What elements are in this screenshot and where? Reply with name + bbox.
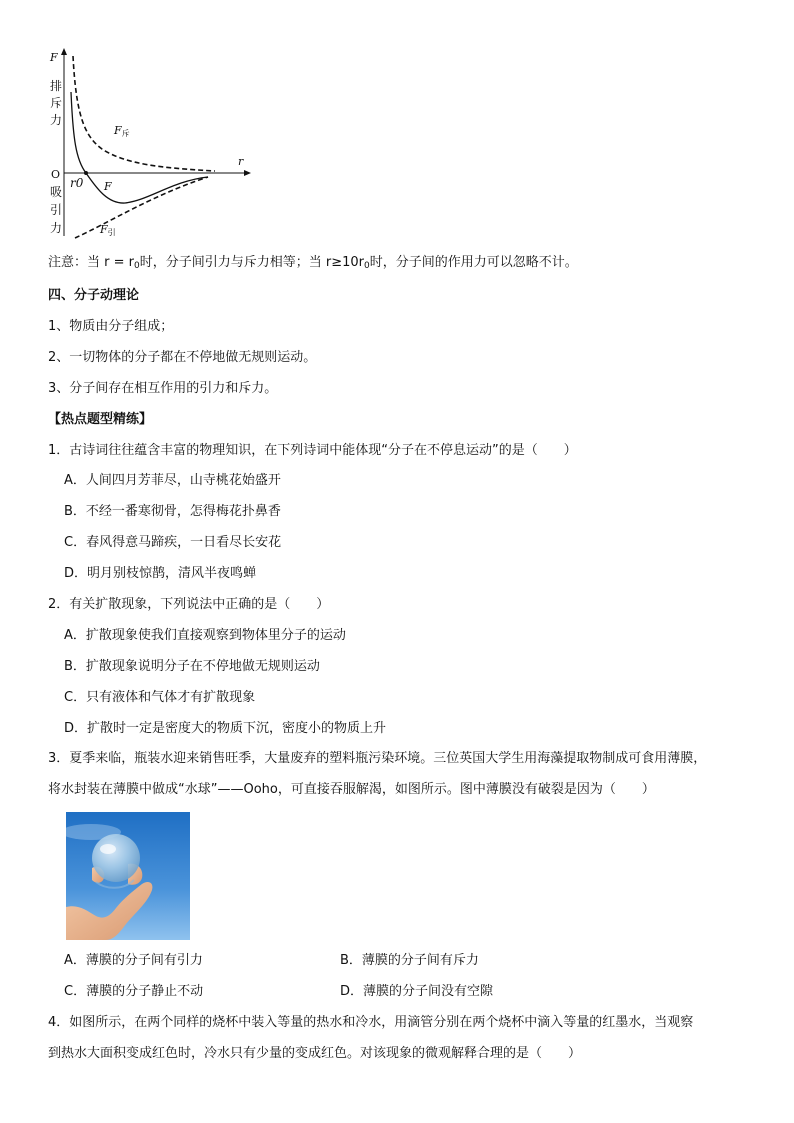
note-line: 注意：当 $r = r_0$时，分子间引力与斥力相等；当 $r\ge 10r_0$时，分子间的作用力可以忽略不计。 bbox=[48, 255, 578, 271]
molecular-force-graph bbox=[40, 44, 260, 240]
attraction-side-label bbox=[50, 185, 62, 235]
question-3-stem-line2: 将水封装在薄膜中做成“水球”——Ooho，可直接吞服解渴，如图所示。图中薄膜没有破裂是因为（ ） bbox=[48, 782, 655, 797]
equilibrium-point bbox=[84, 171, 88, 175]
svg-text:吸: 吸 bbox=[50, 185, 63, 199]
q2-option-b: B．扩散现象说明分子在不停地做无规则运动 bbox=[64, 659, 320, 674]
y-axis-label: F bbox=[50, 51, 58, 64]
question-3-stem-line1: 3．夏季来临，瓶装水迎来销售旺季，大量废弃的塑料瓶污染环境。三位英国大学生用海藻提取物制成可食用薄膜， bbox=[48, 751, 707, 766]
practice-title: 【热点题型精练】 bbox=[48, 412, 153, 427]
y-axis-arrow bbox=[61, 48, 67, 55]
q3-option-b: B．薄膜的分子间有斥力 bbox=[340, 953, 479, 968]
r0-label: r0 bbox=[70, 176, 84, 190]
repulsive-curve-label: F斥 bbox=[114, 124, 130, 138]
svg-text:力: 力 bbox=[50, 221, 63, 235]
x-axis-arrow bbox=[244, 170, 251, 176]
list-item: 1、物质由分子组成； bbox=[48, 319, 174, 334]
list-item: 3、分子间存在相互作用的引力和斥力。 bbox=[48, 381, 278, 396]
question-2-stem: 2．有关扩散现象，下列说法中正确的是（ ） bbox=[48, 597, 330, 612]
q1-option-d: D．明月别枝惊鹊，清风半夜鸣蝉 bbox=[64, 566, 257, 581]
repulsion-side-label bbox=[50, 78, 62, 127]
q2-option-d: D．扩散时一定是密度大的物质下沉，密度小的物质上升 bbox=[64, 721, 387, 736]
svg-text:引: 引 bbox=[50, 203, 63, 217]
question-4-stem-line1: 4．如图所示，在两个同样的烧杯中装入等量的热水和冷水，用滴管分别在两个烧杯中滴入等量的红墨水，当观察 bbox=[48, 1015, 694, 1030]
svg-text:排: 排 bbox=[50, 79, 63, 93]
q1-option-a: A．人间四月芳菲尽，山寺桃花始盛开 bbox=[64, 473, 281, 488]
x-axis-label: r bbox=[238, 155, 244, 168]
question-4-stem-line2: 到热水大面积变成红色时，冷水只有少量的变成红色。对该现象的微观解释合理的是（ ） bbox=[48, 1046, 582, 1061]
svg-text:力: 力 bbox=[50, 113, 63, 127]
q1-option-c: C．春风得意马蹄疾，一日看尽长安花 bbox=[64, 535, 282, 550]
q2-option-c: C．只有液体和气体才有扩散现象 bbox=[64, 690, 256, 705]
q3-option-d: D．薄膜的分子间没有空隙 bbox=[340, 984, 494, 999]
attractive-curve-label: F引 bbox=[100, 223, 116, 237]
repulsive-force-curve bbox=[73, 56, 215, 171]
q2-option-a: A．扩散现象使我们直接观察到物体里分子的运动 bbox=[64, 628, 346, 643]
q1-option-b: B．不经一番寒彻骨，怎得梅花扑鼻香 bbox=[64, 504, 281, 519]
question-1-stem: 1．古诗词往往蕴含丰富的物理知识，在下列诗词中能体现“分子在不停息运动”的是（ ） bbox=[48, 443, 577, 458]
ooho-water-ball-photo bbox=[66, 812, 190, 940]
section-title: 四、分子动理论 bbox=[48, 288, 140, 303]
list-item: 2、一切物体的分子都在不停地做无规则运动。 bbox=[48, 350, 317, 365]
net-curve-label: F bbox=[104, 180, 112, 193]
origin-label: O bbox=[51, 168, 61, 181]
q3-option-a: A．薄膜的分子间有引力 bbox=[64, 953, 203, 968]
q3-option-c: C．薄膜的分子静止不动 bbox=[64, 984, 204, 999]
svg-text:斥: 斥 bbox=[50, 96, 63, 110]
net-force-curve bbox=[71, 92, 208, 203]
